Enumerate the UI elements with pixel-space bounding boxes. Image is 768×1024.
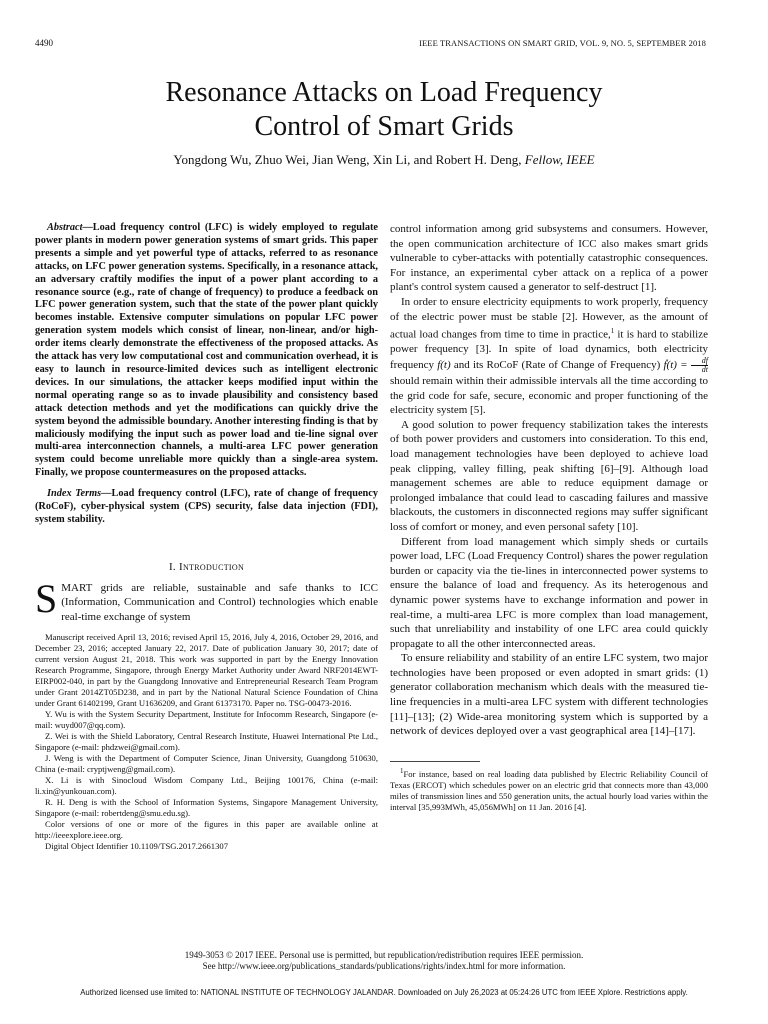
body-paragraph-3: A good solution to power frequency stabilization takes the interests of both power providers and customers into consideration. To this end, load management technologies have been deployed to achieve load peak clipping, valley filling, peak shifting [6]–[9]. Although load management schemes are able to reduce equipment damage or prolonged imbalance that could lead to cascading failures and massive blackouts, the customers in disconnected regions may suffer significant loss of comfort or money, and even personal safety [10].: [390, 418, 708, 533]
footnote-author-wu: Y. Wu is with the System Security Department, Institute for Infocomm Research, Singapore (e-mail: wuyd007@qq.com).: [35, 709, 378, 731]
copyright-line-1: 1949-3053 © 2017 IEEE. Personal use is permitted, but republication/redistribution requires IEEE permission.: [184, 950, 584, 960]
index-terms-text: —Load frequency control (LFC), rate of change of frequency (RoCoF), cyber-physical system (CPS) security, false data injection (FDI), system stability.: [35, 488, 378, 525]
author-fellow: Fellow, IEEE: [524, 152, 595, 167]
abstract-text: —Load frequency control (LFC) is widely employed to regulate power plants in modern power generation systems of smart grids. This paper presents a simple and yet powerful type of attacks, referred to as resonance attacks, on LFC power generation systems. Specifically, in a resonance attack, an adversary craftily modifies the input of a power plant according to a resonance source (e.g., rate of change of frequency) to produce a feedback on LFC power generation system, such that the state of the power plant quickly becomes instable. Extensive computer simulations on popular LFC power generation system models which consist of linear, non-linear, and/or high-order items clearly demonstrate the effectiveness of the proposed attacks. As the attack has very low computational cost and communication overhead, it is easy to launch in resource-limited devices such as intelligent electronic devices. In our simulations, the attacker keeps modified input within the normal operating range so as to invade plausibility and consistency based attack detection methods and yet the modifications can quickly drive the system beyond the admissible boundary. Another interesting finding is that by maliciously modifying the input such as power load and tie-line signal over multi-area interconnection channels, a multi-area LFC power generation system could become unreliable more quickly than a single-area system. Finally, we propose countermeasures on the proposed attacks.: [35, 222, 378, 479]
running-head: IEEE TRANSACTIONS ON SMART GRID, VOL. 9, NO. 5, SEPTEMBER 2018: [419, 38, 706, 48]
fraction-numerator: df: [691, 357, 708, 366]
footnote-rule: [390, 761, 480, 762]
footnote-ref-1: 1: [610, 327, 615, 336]
intro-text: MART grids are reliable, sustainable and safe thanks to ICC (Information, Communication and Control) technologies which enable real-time exchange of system: [61, 581, 378, 623]
intro-paragraph: [35, 575, 378, 625]
paper-title: [0, 76, 768, 144]
body-paragraph-5: To ensure reliability and stability of an entire LFC system, two major technologies have been proposed or even adopted in smart grids: (1) generator collaboration mechanism which deals with the measured tie-line frequencies in a multi-area LFC system with different technologies [11]–[13]; (2) Wide-area monitoring system which is supported by a network of devices deployed over a vast geographical area [14]–[17].: [390, 652, 708, 738]
fraction-denominator: dt: [701, 365, 708, 374]
drop-cap: S: [35, 575, 58, 621]
footnote-author-weng: J. Weng is with the Department of Computer Science, Jinan University, Guangdong 510630, China (e-mail: cryptjweng@gmail.com).: [35, 753, 378, 775]
footnote-1: [390, 766, 708, 813]
math-f-t: f(t): [437, 359, 451, 372]
footnote-author-wei: Z. Wei is with the Shield Laboratory, Central Research Institute, Huawei International Pte Ltd., Singapore (e-mail: phdzwei@gmail.com).: [35, 731, 378, 753]
copyright-line-2: See http://www.ieee.org/publications_standards/publications/rights/index.html for more information.: [202, 961, 566, 971]
abstract-label: Abstract: [47, 222, 83, 233]
footnote-mark: 1: [400, 766, 404, 775]
license-notice: Authorized licensed use limited to: NATIONAL INSTITUTE OF TECHNOLOGY JALANDAR. Downloaded on July 26,2023 at 05:24:26 UTC from IEEE Xplore. Restrictions apply.: [80, 988, 688, 997]
page-number: 4490: [35, 38, 53, 48]
affiliation-footnotes: [35, 632, 378, 852]
copyright-notice: [0, 950, 768, 972]
math-fdot: ḟ(t) =: [663, 359, 688, 372]
left-column: [35, 222, 378, 852]
p2-text-a: In order to ensure electricity equipments to work properly, frequency of the electric power must be stable [2]. However, as the amount of actual load changes from time to time in practice,: [390, 295, 708, 341]
math-fraction: [691, 357, 708, 374]
title-line-1: Resonance Attacks on Load Frequency: [165, 77, 603, 108]
p2-text-c: and its RoCoF (Rate of Change of Frequency): [450, 359, 664, 372]
p2-text-d: should remain within their admissible intervals all the time according to the grid code for safe, secure, economic and proper functioning of the electricity system [5].: [390, 375, 708, 417]
author-list: [0, 152, 768, 168]
footnote-color-versions: Color versions of one or more of the figures in this paper are available online at http://ieeexplore.ieee.org.: [35, 819, 378, 841]
footnote-doi: Digital Object Identifier 10.1109/TSG.2017.2661307: [45, 841, 228, 852]
abstract: [35, 222, 378, 480]
body-paragraph-1: control information among grid subsystems and consumers. However, the open communication architecture of ICC also makes smart grids vulnerable to cyber-attacks with potentially catastrophic consequences. For instance, an experimental cyber attack on a replica of a power plant's control system caused a generator to self-destruct [1].: [390, 223, 708, 294]
p2-text-b: it is hard to stabilize power frequency [3]. In spite of load dynamics, both electricity frequency: [390, 328, 709, 372]
section-number: I.: [168, 560, 176, 573]
body-paragraph-2: [390, 295, 708, 418]
footnote-1-text: For instance, based on real loading data published by Electric Reliability Council of Texas (ERCOT) which schedules power on an electric grid that connects more than 43,000 miles of transmission lines and 550 generation units, the actual hourly load varies within the interval [35,993MWh, 45,056MWh] on 11 Jan. 2016 [4].: [390, 768, 708, 812]
right-column: [390, 222, 708, 813]
index-terms-label: Index Terms: [47, 488, 102, 500]
author-names: Yongdong Wu, Zhuo Wei, Jian Weng, Xin Li, and Robert H. Deng,: [173, 152, 522, 167]
footnote-author-li: X. Li is with Sinocloud Wisdom Company Ltd., Beijing 100176, China (e-mail: li.xin@yunkouan.com).: [35, 775, 378, 797]
title-line-2: Control of Smart Grids: [254, 111, 514, 142]
footnote-author-deng: R. H. Deng is with the School of Information Systems, Singapore Management University, Singapore (e-mail: robertdeng@smu.edu.sg).: [35, 797, 378, 819]
index-terms: [35, 488, 378, 527]
section-title: Introduction: [179, 560, 245, 573]
footnote-manuscript: Manuscript received April 13, 2016; revised April 15, 2016, July 4, 2016, October 29, 2016, and December 23, 2016; accepted January 22, 2017. Date of publication January 30, 2017; date of current version August 21, 2018. This work was supported in part by the Energy Innovation Research Programme, Singapore, through Energy Market Authority under Award NRF2014EWT-EIRP002-040, in part by the Guangdong Innovative and Entrepreneurial Research Team Program under Grant 2014ZT05D238, and in part by the National Natural Science Foundation of China under Grant 61402199, Grant U1636209, and Grant 61373170. Paper no. TSG-00473-2016.: [35, 632, 378, 709]
section-heading-introduction: [35, 561, 378, 573]
body-paragraph-4: Different from load management which simply sheds or curtails power load, LFC (Load Frequency Control) shares the power regulation burden or capacity via the tie-lines in interconnected power systems to ensure the balance of load and frequency. As its heterogenous and dynamic power systems have to exchange information and power in real-time, a multi-area LFC is more complex than load management, such that unreliability and instability of one LFC area could quickly propagate to all the other interconnected areas.: [390, 535, 708, 650]
